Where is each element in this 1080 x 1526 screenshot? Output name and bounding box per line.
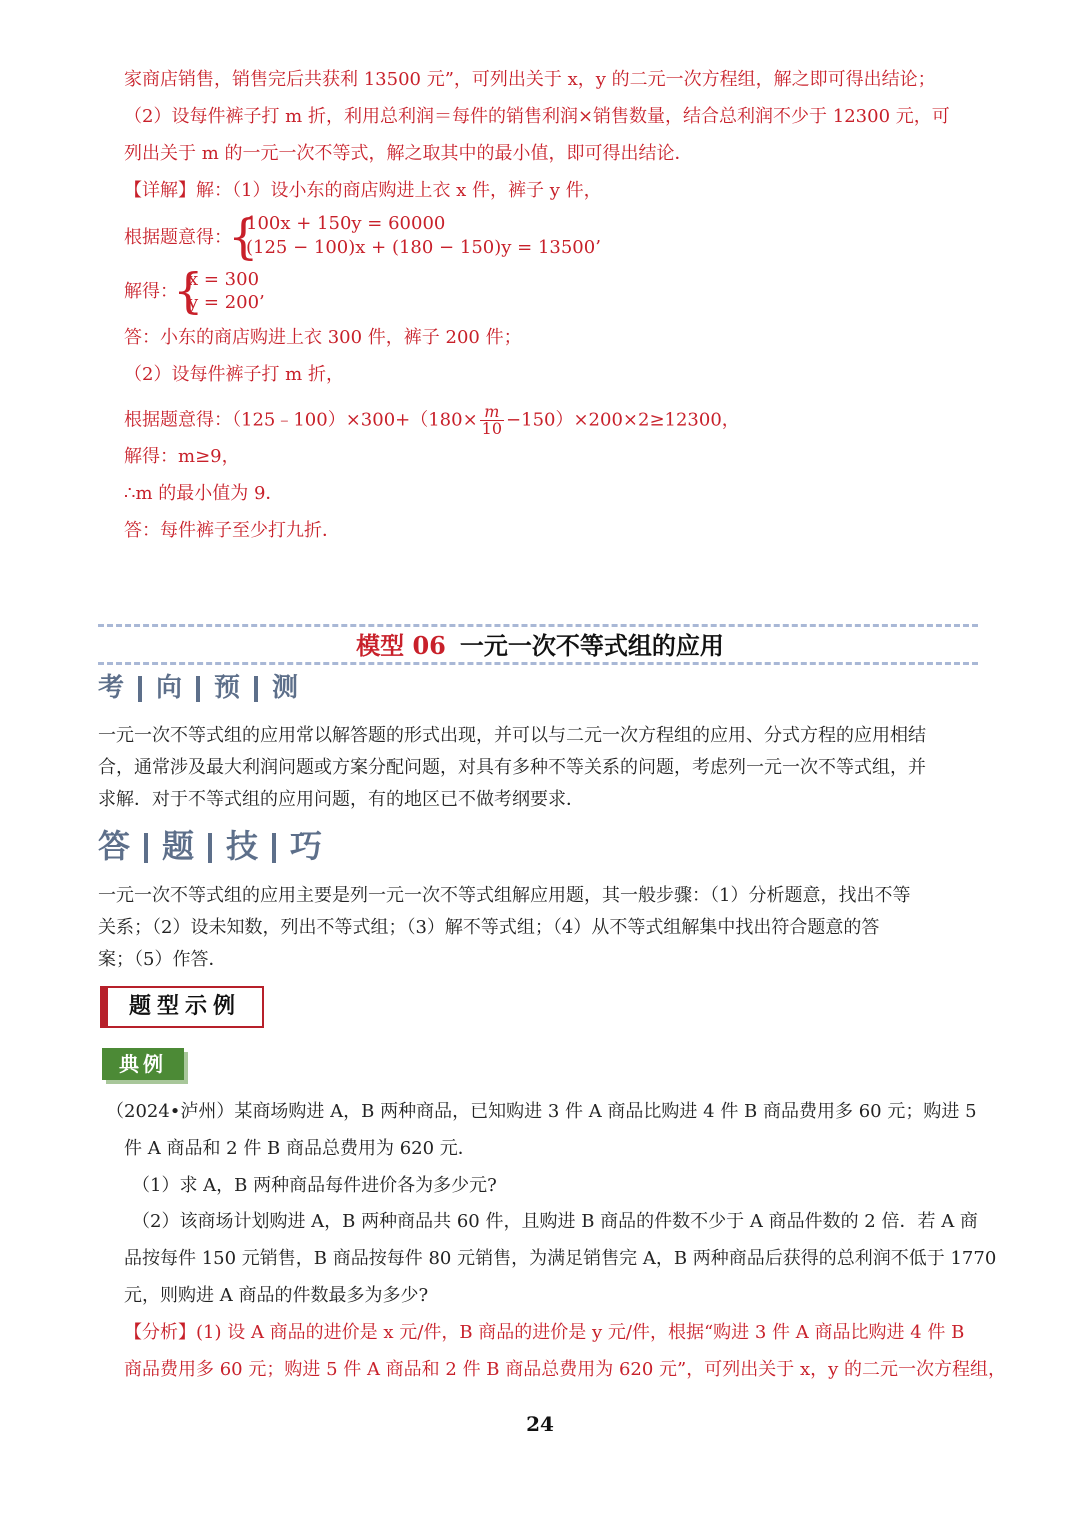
solution-line: 列出关于 m 的一元一次不等式，解之取其中的最小值，即可得出结论． xyxy=(124,143,693,164)
tips-text: 关系；（2）设未知数，列出不等式组；（3）解不等式组；（4）从不等式组解集中找出符合题意的答 xyxy=(98,917,880,938)
heading-char: 考 xyxy=(98,673,125,703)
solve-m: 解得：m≥9， xyxy=(124,446,240,467)
solution-line: 家商店销售，销售完后共获利 13500 元”，可列出关于 x，y 的二元一次方程组，解之即可得出结论； xyxy=(124,69,936,90)
inequality-right: −150）×200×2≥12300， xyxy=(506,409,740,431)
part-2: （2）设每件裤子打 m 折， xyxy=(124,364,344,385)
solution-line: （2）设每件裤子打 m 折，利用总利润＝每件的销售利润×销售数量，结合总利润不少于 12300 元，可 xyxy=(124,106,950,127)
forecast-heading xyxy=(98,670,298,706)
equation-label: 根据题意得： xyxy=(124,227,232,248)
heading-char: 巧 xyxy=(290,827,323,865)
problem-question-1: （1）求 A，B 两种商品每件进价各为多少元? xyxy=(132,1175,497,1196)
forecast-text: 一元一次不等式组的应用常以解答题的形式出现，并可以与二元一次方程组的应用、分式方程的应用相结 xyxy=(98,725,926,746)
problem-question-2: （2）该商场计划购进 A，B 两种商品共 60 件，且购进 B 商品的件数不少于 A 商品件数的 2 倍．若 A 商 xyxy=(132,1211,978,1232)
model-title xyxy=(0,630,1080,662)
min-m: ∴m 的最小值为 9． xyxy=(124,483,284,504)
heading-separator xyxy=(272,833,276,863)
heading-char: 预 xyxy=(214,673,241,703)
problem-line: 元，则购进 A 商品的件数最多为多少? xyxy=(124,1285,429,1306)
solution-y: y = 200’ xyxy=(188,292,265,313)
heading-separator xyxy=(144,833,148,863)
page-number: 24 xyxy=(526,1412,554,1436)
tips-text: 一元一次不等式组的应用主要是列一元一次不等式组解应用题，其一般步骤：（1）分析题意，找出不等 xyxy=(98,885,911,906)
solution-detail-start: 【详解】解：（1）设小东的商店购进上衣 x 件，裤子 y 件， xyxy=(124,180,602,201)
heading-separator xyxy=(138,676,142,702)
fraction-denominator: 10 xyxy=(481,419,503,438)
model-name: 一元一次不等式组的应用 xyxy=(459,631,724,660)
equation-2: (125 − 100)x + (180 − 150)y = 13500’ xyxy=(246,237,601,258)
inequality-left: 根据题意得：（125﹣100）×300+（180× xyxy=(124,409,478,431)
solution-brace: { xyxy=(173,263,204,319)
fraction xyxy=(480,404,504,437)
solution-x: x = 300 xyxy=(188,269,260,290)
heading-char: 技 xyxy=(226,827,259,865)
examples-badge: 题型示例 xyxy=(100,986,264,1028)
equation-brace: { xyxy=(228,209,259,265)
answer-2: 答：每件裤子至少打九折． xyxy=(124,520,340,541)
heading-separator xyxy=(196,676,200,702)
heading-char: 答 xyxy=(98,827,131,865)
divider-top xyxy=(98,624,978,627)
equation-1: 100x + 150y = 60000 xyxy=(246,213,446,234)
typical-example-badge: 典例 xyxy=(102,1048,184,1080)
problem-line: 品按每件 150 元销售，B 商品按每件 80 元销售，为满足销售完 A，B 两种商品后获得的总利润不低于 1770 xyxy=(124,1248,997,1269)
tips-heading xyxy=(98,826,322,866)
analysis-line: 【分析】(1) 设 A 商品的进价是 x 元/件，B 商品的进价是 y 元/件，根据“购进 3 件 A 商品比购进 4 件 B xyxy=(124,1322,965,1343)
tips-text: 案；（5）作答． xyxy=(98,949,227,970)
forecast-text: 合，通常涉及最大利润问题或方案分配问题，对具有多种不等关系的问题，考虑列一元一次不等式组，并 xyxy=(98,757,926,778)
heading-separator xyxy=(208,833,212,863)
analysis-line: 商品费用多 60 元；购进 5 件 A 商品和 2 件 B 商品总费用为 620 元”，可列出关于 x，y 的二元一次方程组， xyxy=(124,1359,1007,1380)
problem-line: 件 A 商品和 2 件 B 商品总费用为 620 元． xyxy=(124,1138,476,1159)
heading-char: 题 xyxy=(162,827,195,865)
forecast-text: 求解．对于不等式组的应用问题，有的地区已不做考纲要求． xyxy=(98,789,584,810)
answer-1: 答：小东的商店购进上衣 300 件，裤子 200 件； xyxy=(124,327,522,348)
problem-line: （2024•泸州）某商场购进 A，B 两种商品，已知购进 3 件 A 商品比购进 4 件 B 商品费用多 60 元；购进 5 xyxy=(106,1101,977,1122)
solution-label: 解得： xyxy=(124,281,178,302)
heading-char: 向 xyxy=(156,673,183,703)
model-number: 模型 06 xyxy=(356,631,446,660)
divider-bottom xyxy=(98,662,978,665)
inequality xyxy=(124,404,740,437)
fraction-numerator: m xyxy=(480,404,504,421)
heading-separator xyxy=(254,676,258,702)
heading-char: 测 xyxy=(272,673,299,703)
